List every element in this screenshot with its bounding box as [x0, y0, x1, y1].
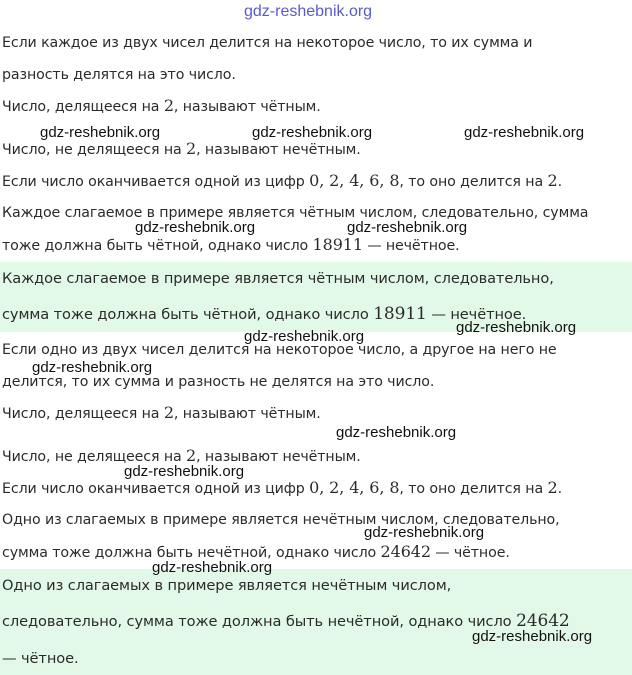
watermark: gdz-reshebnik.org — [472, 628, 593, 645]
answer-line-2 — [2, 305, 526, 324]
answer2-line-3: — чётное. — [2, 650, 79, 667]
answer-text: следовательно, сумма тоже должна быть нечётной, однако число — [2, 613, 517, 630]
watermark: gdz-reshebnik.org — [32, 359, 153, 376]
answer2-line-1: Одно из слагаемых в примере является нечётным числом, — [2, 577, 452, 594]
watermark: gdz-reshebnik.org — [152, 559, 273, 576]
digits-rule-2 — [2, 479, 562, 498]
math-number: 18911 — [373, 304, 427, 324]
even-text: Число, делящееся на — [2, 406, 164, 422]
explanation-text: тоже должна быть чётной, однако число — [2, 238, 313, 254]
rule2-text-2: делится, то их сумма и разность не делятся на это число. — [2, 374, 435, 390]
even-text: Число, делящееся на — [2, 99, 164, 115]
math-number: 2 — [547, 478, 558, 497]
odd-text: Число, не делящееся на — [2, 449, 187, 465]
digits-text-end: . — [557, 481, 562, 497]
math-number: 24642 — [516, 611, 570, 631]
watermark: gdz-reshebnik.org — [347, 219, 468, 236]
math-digits: 0, 2, 4, 6, 8 — [309, 478, 400, 497]
watermark: gdz-reshebnik.org — [40, 124, 161, 141]
odd-text-end: , называют нечётным. — [196, 449, 361, 465]
digits-text-mid: , то оно делится на — [399, 174, 548, 190]
answer-text-end: — нечётное. — [426, 306, 527, 323]
digits-text-mid: , то оно делится на — [399, 481, 548, 497]
watermark: gdz-reshebnik.org — [364, 524, 485, 541]
odd-text-end: , называют нечётным. — [196, 142, 361, 158]
even-definition-2 — [2, 404, 321, 423]
odd-definition — [2, 140, 361, 159]
watermark: gdz-reshebnik.org — [464, 124, 585, 141]
watermark: gdz-reshebnik.org — [135, 219, 256, 236]
rule-text-1: Если каждое из двух чисел делится на некоторое число, то их сумма и — [2, 35, 533, 51]
odd-text: Число, не делящееся на — [2, 142, 187, 158]
explanation-line-1: Каждое слагаемое в примере является чётным числом, следовательно, сумма — [2, 205, 589, 221]
math-number: 2 — [163, 96, 174, 115]
rule2-text-1: Если одно из двух чисел делится на некоторое число, а другое на него не — [2, 342, 557, 358]
answer-line-1: Каждое слагаемое в примере является чётным числом, следовательно, — [2, 270, 554, 287]
explanation-text-end: — нечётное. — [362, 238, 460, 254]
math-number: 18911 — [312, 235, 363, 254]
answer-text: сумма тоже должна быть чётной, однако число — [2, 306, 374, 323]
digits-text: Если число оканчивается одной из цифр — [2, 481, 310, 497]
math-digits: 0, 2, 4, 6, 8 — [309, 171, 400, 190]
digits-text-end: . — [557, 174, 562, 190]
math-number: 2 — [163, 403, 174, 422]
digits-text: Если число оканчивается одной из цифр — [2, 174, 310, 190]
watermark: gdz-reshebnik.org — [244, 328, 365, 345]
math-number: 2 — [547, 171, 558, 190]
even-text-end: , называют чётным. — [173, 406, 321, 422]
rule-text-2: разность делятся на это число. — [2, 67, 236, 83]
watermark-top: gdz-reshebnik.org — [244, 3, 373, 20]
explanation-line-2 — [2, 236, 460, 255]
math-number: 24642 — [380, 542, 431, 561]
math-number: 2 — [186, 446, 197, 465]
watermark: gdz-reshebnik.org — [124, 463, 245, 480]
digits-rule — [2, 172, 562, 191]
watermark: gdz-reshebnik.org — [252, 124, 373, 141]
explanation-text: сумма тоже должна быть нечётной, однако число — [2, 545, 381, 561]
explanation2-line-1: Одно из слагаемых в примере является нечётным числом, следовательно, — [2, 512, 560, 528]
watermark: gdz-reshebnik.org — [336, 424, 457, 441]
watermark: gdz-reshebnik.org — [456, 319, 577, 336]
even-text-end: , называют чётным. — [173, 99, 321, 115]
even-definition — [2, 97, 321, 116]
explanation-text-end: — чётное. — [430, 545, 510, 561]
math-number: 2 — [186, 139, 197, 158]
